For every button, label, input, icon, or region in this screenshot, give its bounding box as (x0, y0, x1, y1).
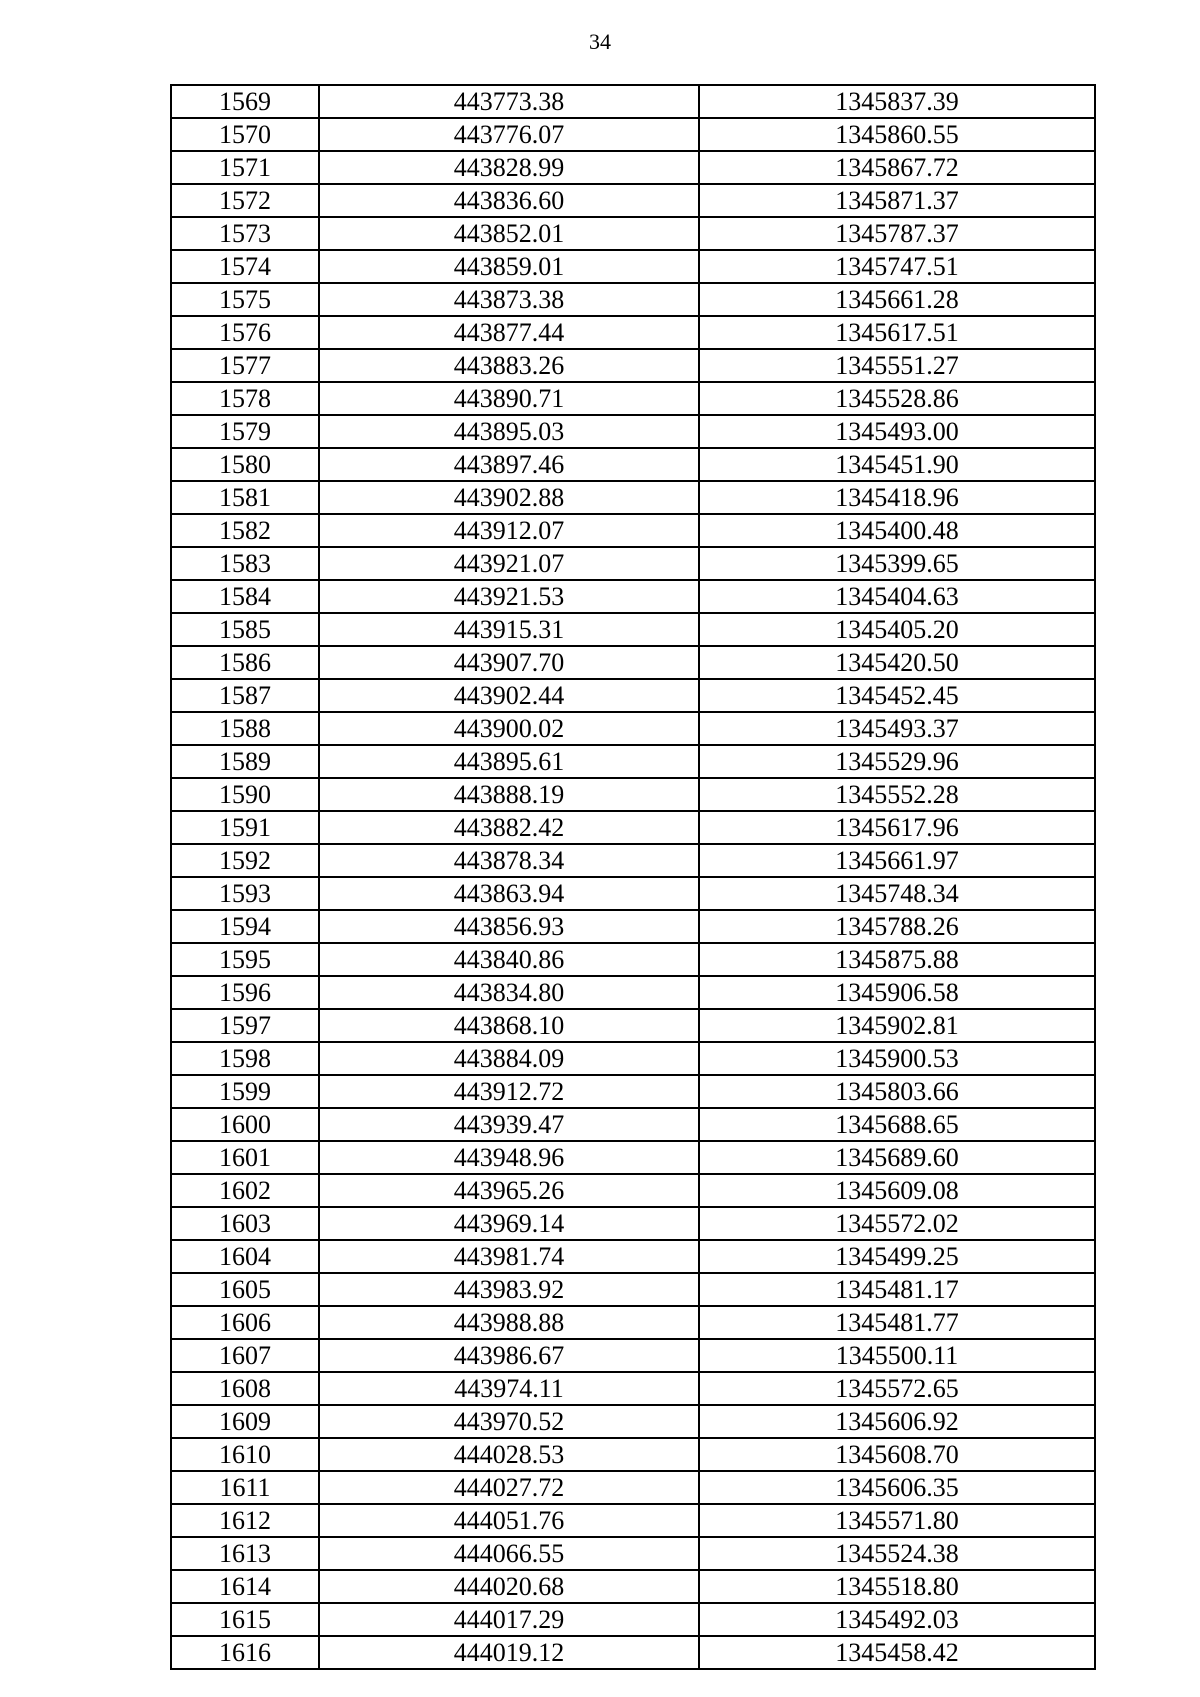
point-number-cell: 1569 (171, 85, 319, 118)
table-row (171, 976, 1095, 1009)
table-row (171, 1207, 1095, 1240)
x-coordinate-cell: 443863.94 (319, 877, 699, 910)
table-row (171, 712, 1095, 745)
y-coordinate-cell: 1345400.48 (699, 514, 1095, 547)
point-number-cell: 1601 (171, 1141, 319, 1174)
table-row (171, 217, 1095, 250)
point-number-cell: 1599 (171, 1075, 319, 1108)
table-row (171, 382, 1095, 415)
y-coordinate-cell: 1345837.39 (699, 85, 1095, 118)
point-number-cell: 1572 (171, 184, 319, 217)
y-coordinate-cell: 1345608.70 (699, 1438, 1095, 1471)
table-row (171, 877, 1095, 910)
y-coordinate-cell: 1345452.45 (699, 679, 1095, 712)
x-coordinate-cell: 443852.01 (319, 217, 699, 250)
table-row (171, 1405, 1095, 1438)
x-coordinate-cell: 443878.34 (319, 844, 699, 877)
y-coordinate-cell: 1345871.37 (699, 184, 1095, 217)
table-row (171, 349, 1095, 382)
point-number-cell: 1589 (171, 745, 319, 778)
point-number-cell: 1604 (171, 1240, 319, 1273)
table-row (171, 1372, 1095, 1405)
y-coordinate-cell: 1345524.38 (699, 1537, 1095, 1570)
table-row (171, 1141, 1095, 1174)
y-coordinate-cell: 1345803.66 (699, 1075, 1095, 1108)
table-row (171, 811, 1095, 844)
y-coordinate-cell: 1345571.80 (699, 1504, 1095, 1537)
x-coordinate-cell: 443895.61 (319, 745, 699, 778)
point-number-cell: 1587 (171, 679, 319, 712)
x-coordinate-cell: 443840.86 (319, 943, 699, 976)
x-coordinate-cell: 443900.02 (319, 712, 699, 745)
y-coordinate-cell: 1345572.65 (699, 1372, 1095, 1405)
y-coordinate-cell: 1345481.77 (699, 1306, 1095, 1339)
table-row (171, 415, 1095, 448)
x-coordinate-cell: 443859.01 (319, 250, 699, 283)
table-row (171, 1240, 1095, 1273)
table-row (171, 646, 1095, 679)
point-number-cell: 1608 (171, 1372, 319, 1405)
point-number-cell: 1615 (171, 1603, 319, 1636)
table-row (171, 580, 1095, 613)
table-row (171, 184, 1095, 217)
point-number-cell: 1597 (171, 1009, 319, 1042)
x-coordinate-cell: 443983.92 (319, 1273, 699, 1306)
table-row (171, 1273, 1095, 1306)
x-coordinate-cell: 444020.68 (319, 1570, 699, 1603)
table-row (171, 1009, 1095, 1042)
y-coordinate-cell: 1345528.86 (699, 382, 1095, 415)
x-coordinate-cell: 443828.99 (319, 151, 699, 184)
table-row (171, 844, 1095, 877)
coordinates-table-body (171, 85, 1095, 1669)
point-number-cell: 1570 (171, 118, 319, 151)
y-coordinate-cell: 1345902.81 (699, 1009, 1095, 1042)
table-row (171, 481, 1095, 514)
table-row (171, 250, 1095, 283)
table-row (171, 1042, 1095, 1075)
table-row (171, 1339, 1095, 1372)
y-coordinate-cell: 1345788.26 (699, 910, 1095, 943)
table-row (171, 1570, 1095, 1603)
y-coordinate-cell: 1345747.51 (699, 250, 1095, 283)
x-coordinate-cell: 443868.10 (319, 1009, 699, 1042)
x-coordinate-cell: 443974.11 (319, 1372, 699, 1405)
x-coordinate-cell: 444051.76 (319, 1504, 699, 1537)
y-coordinate-cell: 1345606.35 (699, 1471, 1095, 1504)
x-coordinate-cell: 443776.07 (319, 118, 699, 151)
point-number-cell: 1596 (171, 976, 319, 1009)
x-coordinate-cell: 444028.53 (319, 1438, 699, 1471)
y-coordinate-cell: 1345481.17 (699, 1273, 1095, 1306)
point-number-cell: 1610 (171, 1438, 319, 1471)
y-coordinate-cell: 1345451.90 (699, 448, 1095, 481)
y-coordinate-cell: 1345906.58 (699, 976, 1095, 1009)
point-number-cell: 1591 (171, 811, 319, 844)
y-coordinate-cell: 1345867.72 (699, 151, 1095, 184)
x-coordinate-cell: 443921.53 (319, 580, 699, 613)
table-row (171, 1471, 1095, 1504)
point-number-cell: 1584 (171, 580, 319, 613)
x-coordinate-cell: 443948.96 (319, 1141, 699, 1174)
point-number-cell: 1579 (171, 415, 319, 448)
x-coordinate-cell: 443921.07 (319, 547, 699, 580)
point-number-cell: 1600 (171, 1108, 319, 1141)
y-coordinate-cell: 1345661.97 (699, 844, 1095, 877)
y-coordinate-cell: 1345399.65 (699, 547, 1095, 580)
x-coordinate-cell: 443915.31 (319, 613, 699, 646)
x-coordinate-cell: 443907.70 (319, 646, 699, 679)
x-coordinate-cell: 443902.88 (319, 481, 699, 514)
point-number-cell: 1592 (171, 844, 319, 877)
point-number-cell: 1571 (171, 151, 319, 184)
y-coordinate-cell: 1345458.42 (699, 1636, 1095, 1669)
y-coordinate-cell: 1345551.27 (699, 349, 1095, 382)
point-number-cell: 1581 (171, 481, 319, 514)
y-coordinate-cell: 1345900.53 (699, 1042, 1095, 1075)
y-coordinate-cell: 1345572.02 (699, 1207, 1095, 1240)
point-number-cell: 1580 (171, 448, 319, 481)
y-coordinate-cell: 1345493.00 (699, 415, 1095, 448)
y-coordinate-cell: 1345499.25 (699, 1240, 1095, 1273)
y-coordinate-cell: 1345609.08 (699, 1174, 1095, 1207)
table-row (171, 1174, 1095, 1207)
table-row (171, 1537, 1095, 1570)
table-row (171, 1636, 1095, 1669)
point-number-cell: 1588 (171, 712, 319, 745)
x-coordinate-cell: 443988.88 (319, 1306, 699, 1339)
point-number-cell: 1605 (171, 1273, 319, 1306)
point-number-cell: 1603 (171, 1207, 319, 1240)
y-coordinate-cell: 1345404.63 (699, 580, 1095, 613)
x-coordinate-cell: 443884.09 (319, 1042, 699, 1075)
coordinates-table (170, 84, 1096, 1670)
table-row (171, 679, 1095, 712)
y-coordinate-cell: 1345661.28 (699, 283, 1095, 316)
x-coordinate-cell: 444027.72 (319, 1471, 699, 1504)
table-row (171, 613, 1095, 646)
x-coordinate-cell: 443773.38 (319, 85, 699, 118)
y-coordinate-cell: 1345875.88 (699, 943, 1095, 976)
point-number-cell: 1575 (171, 283, 319, 316)
x-coordinate-cell: 443873.38 (319, 283, 699, 316)
x-coordinate-cell: 443912.07 (319, 514, 699, 547)
y-coordinate-cell: 1345500.11 (699, 1339, 1095, 1372)
y-coordinate-cell: 1345529.96 (699, 745, 1095, 778)
y-coordinate-cell: 1345748.34 (699, 877, 1095, 910)
x-coordinate-cell: 443939.47 (319, 1108, 699, 1141)
x-coordinate-cell: 443856.93 (319, 910, 699, 943)
y-coordinate-cell: 1345518.80 (699, 1570, 1095, 1603)
y-coordinate-cell: 1345492.03 (699, 1603, 1095, 1636)
table-row (171, 118, 1095, 151)
x-coordinate-cell: 443969.14 (319, 1207, 699, 1240)
x-coordinate-cell: 443965.26 (319, 1174, 699, 1207)
table-row (171, 745, 1095, 778)
point-number-cell: 1582 (171, 514, 319, 547)
x-coordinate-cell: 443902.44 (319, 679, 699, 712)
point-number-cell: 1606 (171, 1306, 319, 1339)
point-number-cell: 1594 (171, 910, 319, 943)
point-number-cell: 1598 (171, 1042, 319, 1075)
y-coordinate-cell: 1345405.20 (699, 613, 1095, 646)
y-coordinate-cell: 1345418.96 (699, 481, 1095, 514)
y-coordinate-cell: 1345606.92 (699, 1405, 1095, 1438)
y-coordinate-cell: 1345860.55 (699, 118, 1095, 151)
x-coordinate-cell: 443981.74 (319, 1240, 699, 1273)
x-coordinate-cell: 443897.46 (319, 448, 699, 481)
x-coordinate-cell: 443890.71 (319, 382, 699, 415)
table-row (171, 1504, 1095, 1537)
x-coordinate-cell: 444019.12 (319, 1636, 699, 1669)
x-coordinate-cell: 443970.52 (319, 1405, 699, 1438)
page-number: 34 (589, 29, 611, 54)
table-row (171, 943, 1095, 976)
point-number-cell: 1578 (171, 382, 319, 415)
table-row (171, 1108, 1095, 1141)
x-coordinate-cell: 443912.72 (319, 1075, 699, 1108)
point-number-cell: 1586 (171, 646, 319, 679)
point-number-cell: 1614 (171, 1570, 319, 1603)
y-coordinate-cell: 1345688.65 (699, 1108, 1095, 1141)
x-coordinate-cell: 443888.19 (319, 778, 699, 811)
point-number-cell: 1585 (171, 613, 319, 646)
table-row (171, 547, 1095, 580)
table-row (171, 1075, 1095, 1108)
table-row (171, 151, 1095, 184)
y-coordinate-cell: 1345493.37 (699, 712, 1095, 745)
x-coordinate-cell: 443877.44 (319, 316, 699, 349)
x-coordinate-cell: 443986.67 (319, 1339, 699, 1372)
table-row (171, 910, 1095, 943)
table-row (171, 1306, 1095, 1339)
table-row (171, 85, 1095, 118)
y-coordinate-cell: 1345689.60 (699, 1141, 1095, 1174)
y-coordinate-cell: 1345617.51 (699, 316, 1095, 349)
x-coordinate-cell: 443895.03 (319, 415, 699, 448)
x-coordinate-cell: 443836.60 (319, 184, 699, 217)
y-coordinate-cell: 1345420.50 (699, 646, 1095, 679)
table-row (171, 283, 1095, 316)
point-number-cell: 1576 (171, 316, 319, 349)
point-number-cell: 1607 (171, 1339, 319, 1372)
point-number-cell: 1611 (171, 1471, 319, 1504)
point-number-cell: 1595 (171, 943, 319, 976)
point-number-cell: 1590 (171, 778, 319, 811)
point-number-cell: 1613 (171, 1537, 319, 1570)
x-coordinate-cell: 443834.80 (319, 976, 699, 1009)
point-number-cell: 1616 (171, 1636, 319, 1669)
point-number-cell: 1602 (171, 1174, 319, 1207)
x-coordinate-cell: 443882.42 (319, 811, 699, 844)
table-row (171, 448, 1095, 481)
x-coordinate-cell: 444017.29 (319, 1603, 699, 1636)
table-row (171, 1603, 1095, 1636)
x-coordinate-cell: 444066.55 (319, 1537, 699, 1570)
table-row (171, 1438, 1095, 1471)
point-number-cell: 1593 (171, 877, 319, 910)
point-number-cell: 1583 (171, 547, 319, 580)
point-number-cell: 1573 (171, 217, 319, 250)
point-number-cell: 1577 (171, 349, 319, 382)
point-number-cell: 1609 (171, 1405, 319, 1438)
point-number-cell: 1574 (171, 250, 319, 283)
table-row (171, 514, 1095, 547)
x-coordinate-cell: 443883.26 (319, 349, 699, 382)
point-number-cell: 1612 (171, 1504, 319, 1537)
table-row (171, 316, 1095, 349)
table-row (171, 778, 1095, 811)
y-coordinate-cell: 1345617.96 (699, 811, 1095, 844)
y-coordinate-cell: 1345787.37 (699, 217, 1095, 250)
y-coordinate-cell: 1345552.28 (699, 778, 1095, 811)
